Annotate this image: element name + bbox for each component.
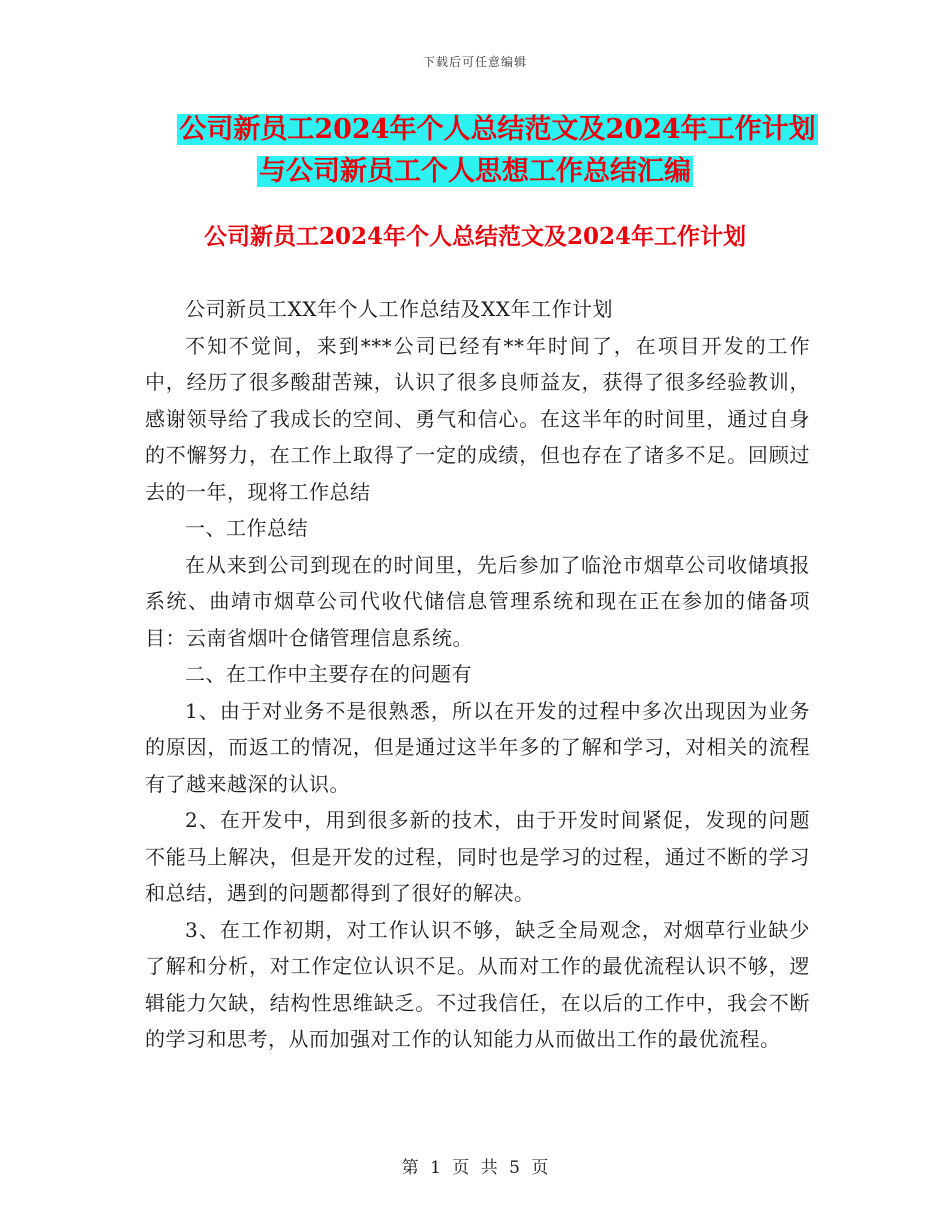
body-text (145, 291, 810, 1058)
paragraph: 在从来到公司到现在的时间里，先后参加了临沧市烟草公司收储填报系统、曲靖市烟草公司代收代储信息管理系统和现在正在参加的储备项目：云南省烟叶仓储管理信息系统。 (145, 552, 810, 650)
title-line-2: 与公司新员工个人思想工作总结汇编 (259, 156, 691, 187)
paragraph: 不知不觉间，来到***公司已经有**年时间了，在项目开发的工作中，经历了很多酸甜苦辣，认识了很多良师益友，获得了很多经验教训，感谢领导给了我成长的空间、勇气和信心。在这半年的时间里，通过自身的不懈努力，在工作上取得了一定的成绩，但也存在了诸多不足。回顾过去的一年，现将工作总结 (145, 333, 810, 504)
paragraph: 3、在工作初期，对工作认识不够，缺乏全局观念，对烟草行业缺少了解和分析，对工作定位认识不足。从而对工作的最优流程认识不够，逻辑能力欠缺，结构性思维缺乏。不过我信任，在以后的工作中，我会不断的学习和思考，从而加强对工作的认知能力从而做出工作的最优流程。 (145, 917, 810, 1051)
paragraph: 公司新员工XX年个人工作总结及XX年工作计划 (185, 297, 613, 321)
header-note: 下载后可任意编辑 (422, 55, 527, 69)
paragraph: 二、在工作中主要存在的问题有 (185, 662, 472, 686)
page-number: 第 1 页 共 5 页 (401, 1158, 549, 1178)
document-title (0, 110, 950, 192)
paragraph: 一、工作总结 (185, 516, 308, 540)
paragraph: 1、由于对业务不是很熟悉，所以在开发的过程中多次出现因为业务的原因，而返工的情况，但是通过这半年多的了解和学习，对相关的流程有了越来越深的认识。 (145, 698, 810, 796)
paragraph: 2、在开发中，用到很多新的技术，由于开发时间紧促，发现的问题不能马上解决，但是开发的过程，同时也是学习的过程，通过不断的学习和总结，遇到的问题都得到了很好的解决。 (145, 808, 810, 905)
section-title: 公司新员工2024年个人总结范文及2024年工作计划 (203, 223, 747, 250)
title-line-1: 公司新员工2024年个人总结范文及2024年工作计划 (179, 114, 816, 145)
